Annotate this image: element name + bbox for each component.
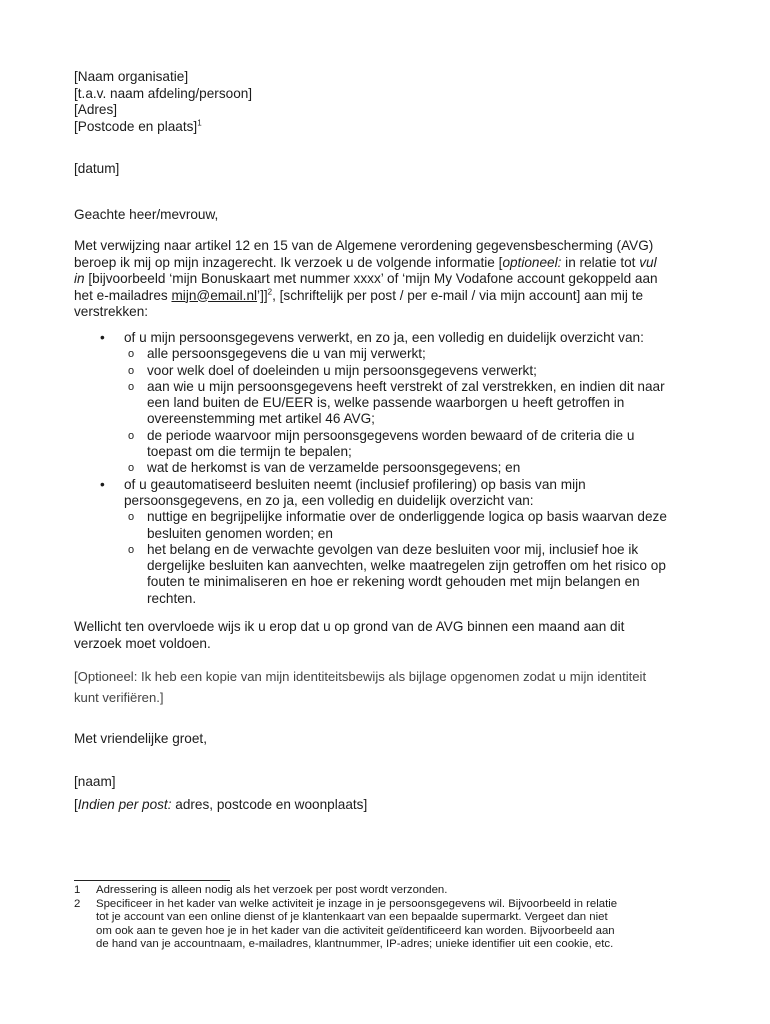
intro-text: [bijvoorbeeld ‘mijn Bonuskaart met nummer xxxx’ of ‘mijn My Vodafone account gekoppeld aan — [84, 271, 658, 286]
sub-list-item — [74, 460, 698, 476]
optional-line: kunt verifiëren.] — [74, 690, 164, 705]
footnote-text: Adressering is alleen nodig als het verzoek per post wordt verzonden. — [96, 884, 448, 896]
sub-list-item-text: rechten. — [147, 590, 197, 606]
intro-fill-in-label: vul — [639, 254, 657, 270]
list-item — [74, 330, 698, 346]
email-link[interactable]: mijn@email.nl — [171, 287, 258, 303]
sub-list-item — [74, 346, 698, 362]
intro-optional-label: optioneel: — [502, 254, 562, 270]
intro-line — [74, 271, 698, 288]
address-street: [Adres] — [74, 102, 118, 117]
sub-list-item-text: fouten te minimaliseren en hoe er rekening wordt gehouden met mijn belangen en — [147, 574, 640, 590]
footnote-text: om ook aan te geven hoe je in het kader van die activiteit geïdentificeerd kan worden. Bijvoorbeeld aan — [96, 924, 615, 937]
list-item — [74, 477, 698, 510]
sub-bullet-icon: o — [128, 364, 135, 377]
sub-list-item — [74, 379, 698, 428]
address-attention: [t.a.v. naam afdeling/persoon] — [74, 85, 253, 101]
footnote-ref-2: 2 — [267, 286, 273, 296]
intro-line: verstrekken: — [74, 304, 149, 319]
intro-text: in relatie tot — [561, 254, 640, 270]
sub-bullet-icon: o — [128, 348, 135, 361]
intro-line: Met verwijzing naar artikel 12 en 15 van de Algemene verordening gegevensbescherming (AVG) — [74, 238, 654, 253]
sub-bullet-icon: o — [128, 511, 135, 524]
sub-list-item-text: nuttige en begrijpelijke informatie over de onderliggende logica op basis waarvan deze — [147, 509, 667, 525]
signature-post-label: Indien per post: — [77, 797, 172, 812]
letter-date: [datum] — [74, 161, 120, 176]
footnote-divider — [74, 880, 230, 881]
bullet-icon: • — [100, 476, 105, 492]
sub-list-item-text: besluiten genomen worden; en — [147, 525, 333, 541]
salutation: Geachte heer/mevrouw, — [74, 207, 219, 222]
sub-list-item-text: voor welk doel of doeleinden u mijn persoonsgegevens verwerkt; — [147, 362, 537, 378]
sub-bullet-icon: o — [128, 380, 135, 393]
signature-text: adres, postcode en woonplaats] — [171, 797, 368, 812]
sub-list-item-text: een land buiten de EU/EER is, welke passende waarborgen u heeft getroffen in — [147, 395, 625, 411]
deadline-line: Wellicht ten overvloede wijs ik u erop dat u op grond van de AVG binnen een maand aan dit — [74, 619, 625, 634]
sub-list-item-text: dergelijke besluiten kan aanvechten, welke maatregelen zijn getroffen om het risico op — [147, 558, 666, 574]
intro-text: , [schriftelijk per post / per e-mail / via mijn account] aan mij te — [272, 287, 644, 303]
list-item-text: persoonsgegevens, en zo ja, een volledig en duidelijk overzicht van: — [124, 492, 534, 508]
optional-line: [Optioneel: Ik heb een kopie van mijn identiteitsbewijs als bijlage opgenomen zodat u mijn identiteit — [74, 669, 647, 684]
intro-line — [74, 288, 698, 305]
address-city — [74, 119, 252, 136]
request-list — [74, 330, 698, 607]
footnote — [74, 898, 617, 952]
intro-text: het e-mailadres — [74, 287, 172, 303]
sub-list-item-text: de periode waarvoor mijn persoonsgegevens worden bewaard of de criteria die u — [147, 427, 635, 443]
footnote — [74, 884, 617, 898]
intro-paragraph — [74, 238, 698, 321]
bullet-icon: • — [100, 330, 105, 345]
sub-bullet-icon: o — [128, 543, 135, 556]
footnote-number: 1 — [74, 884, 81, 896]
sub-list-item — [74, 363, 698, 379]
list-item-text: of u geautomatiseerd besluiten neemt (inclusief profilering) op basis van mijn — [124, 476, 586, 492]
intro-text: beroep ik mij op mijn inzagerecht. Ik verzoek u de volgende informatie [ — [74, 254, 503, 270]
footnote-number: 2 — [74, 897, 81, 910]
sub-list-item — [74, 428, 698, 461]
signature-post-address — [74, 793, 367, 816]
intro-text: ’]] — [257, 287, 268, 303]
address-city-text: [Postcode en plaats] — [74, 118, 198, 134]
signature-name: [naam] — [74, 774, 116, 789]
list-item-text: of u mijn persoonsgegevens verwerkt, en zo ja, een volledig en duidelijk overzicht van: — [124, 330, 644, 345]
address-organisation: [Naam organisatie] — [74, 69, 189, 84]
sub-list-item-text: overeenstemming met artikel 46 AVG; — [147, 411, 375, 427]
footnote-ref-1: 1 — [197, 117, 202, 127]
sub-list-item-text: alle persoonsgegevens die u van mij verwerkt; — [147, 346, 426, 362]
signature-text: [ — [74, 797, 78, 812]
sub-list-item-text: toepast om die termijn te bepalen; — [147, 444, 352, 460]
recipient-address — [74, 69, 252, 135]
deadline-paragraph — [74, 619, 624, 652]
sub-list-item — [74, 542, 698, 607]
signature-block — [74, 770, 367, 816]
sub-list-item-text: het belang en de verwachte gevolgen van deze besluiten voor mij, inclusief hoe ik — [147, 541, 639, 557]
sub-bullet-icon: o — [128, 462, 135, 475]
optional-paragraph — [74, 666, 646, 708]
sub-list-item-text: aan wie u mijn persoonsgegevens heeft verstrekt of zal verstrekken, en indien dit naar — [147, 378, 665, 394]
footnote-text: Specificeer in het kader van welke activiteit je inzage in je persoonsgegevens wil. Bijvoorbeeld in relatie — [96, 897, 618, 910]
intro-fill-in-label: in — [74, 271, 85, 286]
sub-bullet-icon: o — [128, 429, 135, 442]
footnote-text: de hand van je accountnaam, e-mailadres, klantnummer, IP-adres; unieke identifier uit een cookie, etc. — [96, 938, 614, 950]
deadline-line: verzoek moet voldoen. — [74, 635, 211, 651]
sub-list-item — [74, 509, 698, 542]
intro-line — [74, 255, 698, 272]
footnote-text: tot je account van een online dienst of je klantenkaart van een bepaalde supermarkt. Vergeet dan niet — [96, 911, 608, 923]
closing-greeting: Met vriendelijke groet, — [74, 731, 207, 746]
footnotes — [74, 884, 617, 952]
sub-list-item-text: wat de herkomst is van de verzamelde persoonsgegevens; en — [147, 460, 521, 476]
